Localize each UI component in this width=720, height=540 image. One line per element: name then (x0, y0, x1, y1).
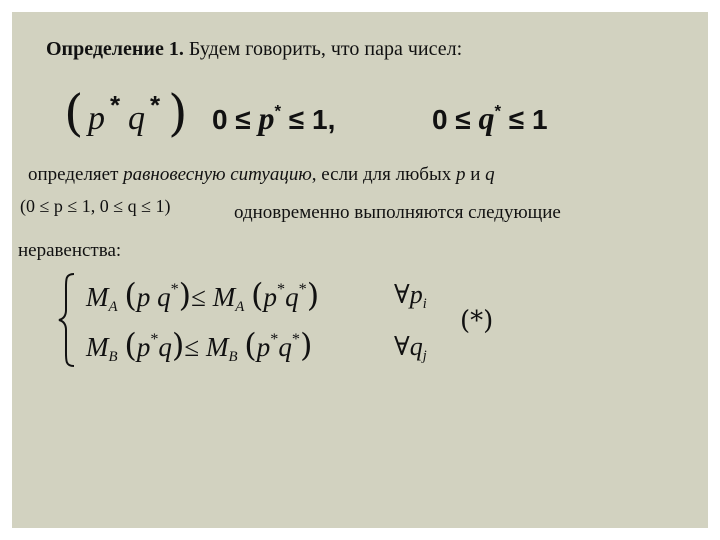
row-a-star2b: * (298, 279, 307, 298)
equilibrium-line (28, 164, 495, 186)
definition-line (46, 38, 462, 61)
row-b-q: q (158, 332, 172, 362)
definition-intro: Будем говорить, что пара чисел: (188, 38, 463, 60)
inequality-system (56, 272, 536, 372)
forall-a-sub: i (422, 296, 427, 312)
cond-p-one: 1 (311, 104, 328, 135)
row-a-lp1: ( (124, 276, 137, 314)
row-a-star2a: * (277, 279, 286, 298)
pair-star-q: * (150, 90, 161, 120)
row-a-p: p (136, 282, 151, 312)
row-a-p2: p (263, 282, 278, 312)
cond-q-star: * (494, 101, 502, 121)
cond-p-var: p (258, 100, 275, 136)
forall-a (394, 280, 427, 310)
row-b-m2: M (205, 332, 229, 362)
row-b-lp1: ( (124, 326, 137, 364)
row-a-sub2: A (235, 299, 245, 316)
forall-b-var: q (409, 332, 423, 361)
line2-and: и (470, 164, 481, 185)
forall-b-symbol: ∀ (394, 332, 410, 361)
line2-prefix: определяет (28, 164, 119, 185)
row-b-m1: M (86, 332, 109, 362)
row-a-le: ≤ (191, 282, 206, 312)
line2-p: p (455, 164, 466, 185)
line2-suffix: , если для любых (311, 164, 452, 185)
row-b-sub1: B (108, 349, 118, 366)
row-b-p2: p (256, 332, 271, 362)
range-condition: (0 ≤ p ≤ 1, 0 ≤ q ≤ 1) (20, 196, 171, 216)
pair-close-paren: ) (168, 84, 188, 142)
row-b-le: ≤ (184, 332, 200, 362)
cond-q-zero: 0 (432, 104, 448, 135)
system-label: (*) (460, 306, 494, 336)
row-a-rp1: ) (178, 276, 192, 314)
condition-q (432, 100, 548, 137)
inequalities-label: неравенства: (18, 240, 122, 261)
row-a-rp2: ) (306, 276, 320, 314)
row-a-m2: M (212, 282, 236, 312)
cond-p-le1: ≤ (235, 104, 251, 135)
cond-p-comma: , (327, 104, 336, 135)
definition-title: Определение 1. (46, 38, 184, 60)
forall-a-var: p (409, 280, 423, 309)
row-a-sub1: A (108, 299, 118, 316)
cond-p-star: * (274, 101, 282, 121)
forall-b (394, 332, 427, 362)
inequality-row-a (86, 276, 319, 314)
cond-p-zero: 0 (212, 104, 228, 135)
pair-star-p: * (110, 90, 121, 120)
equilibrium-term: равновесную ситуацию (123, 164, 312, 185)
row-b-lp2: ( (244, 326, 257, 364)
condition-p (212, 100, 335, 137)
cond-p-le2: ≤ (288, 104, 305, 135)
pair-q: q (128, 100, 145, 137)
row-b-p: p (136, 332, 151, 362)
forall-a-symbol: ∀ (394, 280, 410, 309)
row-b-star2b: * (291, 329, 300, 348)
row-b-rp1: ) (171, 326, 185, 364)
inequality-row-b (86, 326, 312, 364)
row-b-q2: q (278, 332, 292, 362)
cond-q-one: 1 (531, 104, 548, 135)
left-brace (56, 272, 78, 368)
row-a-lp2: ( (251, 276, 264, 314)
row-b-star2a: * (270, 329, 279, 348)
row-a-q: q (157, 282, 171, 312)
forall-b-sub: j (422, 348, 427, 364)
pair-p: p (88, 100, 105, 137)
cond-q-le1: ≤ (455, 104, 471, 135)
row-a-q2: q (285, 282, 299, 312)
row-b-rp2: ) (299, 326, 313, 364)
cond-q-le2: ≤ (508, 104, 525, 135)
cond-q-var: q (478, 100, 495, 136)
line2-q: q (485, 164, 495, 185)
pair-open-paren: ( (64, 84, 84, 142)
slide (12, 12, 708, 528)
simultaneous-line: одновременно выполняются следующие (234, 202, 561, 223)
row-b-star: * (150, 329, 159, 348)
row-a-m1: M (86, 282, 109, 312)
row-a-star: * (170, 279, 179, 298)
row-b-sub2: B (228, 349, 238, 366)
